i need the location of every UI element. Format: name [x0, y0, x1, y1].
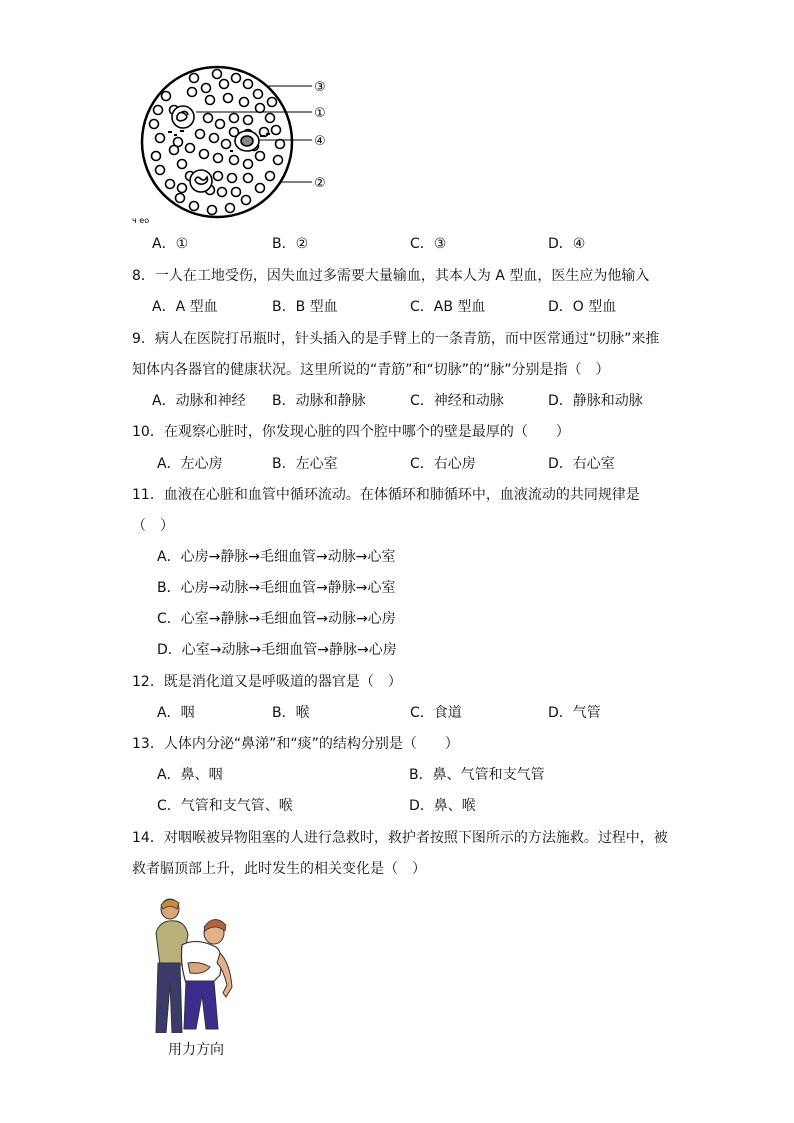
red-blood-cell — [196, 130, 205, 139]
callout-4: ④ — [314, 134, 326, 149]
red-blood-cell — [210, 134, 219, 143]
q7-option-d[interactable]: D．④ — [548, 236, 586, 252]
q11-option-c[interactable]: C．心室→静脉→毛细血管→动脉→心房 — [157, 611, 396, 627]
callout-2: ② — [314, 176, 326, 191]
q8-stem: 8．一人在工地受伤，因失血过多需要大量输血，其本人为 A 型血，医生应为他输入 — [132, 268, 650, 284]
red-blood-cell — [190, 202, 199, 211]
red-blood-cell — [156, 166, 165, 175]
red-blood-cell — [213, 70, 222, 79]
red-blood-cell — [214, 172, 223, 181]
red-blood-cell — [232, 188, 241, 197]
red-blood-cell — [204, 114, 213, 123]
red-blood-cell — [186, 144, 195, 153]
red-blood-cell — [190, 74, 199, 83]
figure-corner-mark: ч ео — [132, 216, 150, 225]
q8-option-c[interactable]: C．AB 型血 — [410, 299, 486, 315]
blood-smear-figure — [130, 60, 340, 230]
callout-1: ① — [314, 106, 326, 121]
red-blood-cell — [230, 114, 239, 123]
red-blood-cell — [228, 174, 237, 183]
red-blood-cell — [224, 94, 233, 103]
red-blood-cell — [268, 98, 277, 107]
red-blood-cell — [244, 116, 253, 125]
q12-option-c[interactable]: C．食道 — [410, 705, 462, 721]
q8-option-a[interactable]: A．A 型血 — [152, 299, 218, 315]
q12-option-d[interactable]: D．气管 — [548, 705, 601, 721]
q13-option-c[interactable]: C．气管和支气管、喉 — [157, 798, 293, 814]
q11-option-a[interactable]: A．心房→静脉→毛细血管→动脉→心室 — [157, 549, 396, 565]
q7-option-b[interactable]: B．② — [272, 236, 309, 252]
red-blood-cell — [266, 114, 275, 123]
q12-option-a[interactable]: A．咽 — [157, 705, 195, 721]
red-blood-cell — [218, 188, 227, 197]
q11-option-d[interactable]: D．心室→动脉→毛细血管→静脉→心房 — [157, 642, 397, 658]
red-blood-cell — [152, 152, 161, 161]
red-blood-cell — [176, 194, 185, 203]
red-blood-cell — [178, 184, 187, 193]
red-blood-cell — [178, 160, 187, 169]
red-blood-cell — [274, 156, 283, 165]
white-blood-cell-3 — [190, 170, 212, 192]
q11-option-b[interactable]: B．心房→动脉→毛细血管→静脉→心室 — [157, 580, 396, 596]
red-blood-cell — [244, 174, 253, 183]
q10-stem: 10．在观察心脏时，你发现心脏的四个腔中哪个的壁是最厚的（ ） — [132, 424, 570, 440]
q10-option-d[interactable]: D．右心室 — [548, 456, 615, 472]
red-blood-cell — [240, 98, 249, 107]
q13-stem: 13．人体内分泌“鼻涕”和“痰”的结构分别是（ ） — [132, 736, 459, 752]
red-blood-cell — [200, 150, 209, 159]
q14-stem-line2: 救者膈顶部上升，此时发生的相关变化是（ ） — [132, 861, 426, 877]
red-blood-cell — [154, 106, 163, 115]
q8-option-d[interactable]: D．O 型血 — [548, 299, 617, 315]
red-blood-cell — [256, 184, 265, 193]
red-blood-cell — [232, 74, 241, 83]
red-blood-cell — [216, 120, 225, 129]
q8-option-b[interactable]: B．B 型血 — [272, 299, 338, 315]
red-blood-cell — [254, 90, 263, 99]
red-blood-cell — [220, 80, 229, 89]
red-blood-cell — [244, 160, 253, 169]
red-blood-cell — [256, 104, 265, 113]
red-blood-cell — [208, 206, 217, 215]
q9-stem-line1: 9．病人在医院打吊瓶时，针头插入的是手臂上的一条青筋，而中医常通过“切脉”来推 — [132, 331, 660, 347]
q10-option-c[interactable]: C．右心房 — [410, 456, 476, 472]
q10-option-b[interactable]: B．左心室 — [272, 456, 338, 472]
q11-stem-line1: 11．血液在心脏和血管中循环流动。在体循环和肺循环中，血液流动的共同规律是 — [132, 487, 640, 503]
red-blood-cell — [202, 84, 211, 93]
red-blood-cell — [222, 140, 231, 149]
red-blood-cell — [214, 154, 223, 163]
q11-stem-line2: （ ） — [132, 518, 174, 534]
white-blood-cell-1 — [172, 106, 194, 128]
callout-3: ③ — [314, 80, 326, 95]
figure-caption: 用力方向 — [168, 1042, 224, 1058]
q7-option-c[interactable]: C．③ — [410, 236, 447, 252]
white-blood-cell-2 — [235, 131, 259, 151]
red-blood-cell — [174, 138, 183, 147]
q12-option-b[interactable]: B．喉 — [272, 705, 310, 721]
red-blood-cell — [156, 134, 165, 143]
red-blood-cell — [230, 156, 239, 165]
q9-option-b[interactable]: B．动脉和静脉 — [272, 393, 366, 409]
q14-stem-line1: 14．对咽喉被异物阻塞的人进行急救时，救护者按照下图所示的方法施救。过程中，被 — [132, 830, 668, 846]
red-blood-cell — [276, 140, 285, 149]
red-blood-cell — [188, 88, 197, 97]
q10-option-a[interactable]: A．左心房 — [157, 456, 223, 472]
red-blood-cell — [150, 120, 159, 129]
red-blood-cell — [244, 80, 253, 89]
heimlich-maneuver-figure — [148, 893, 243, 1033]
q9-option-d[interactable]: D．静脉和动脉 — [548, 393, 643, 409]
red-blood-cell — [226, 204, 235, 213]
red-blood-cell — [256, 152, 265, 161]
red-blood-cell — [272, 126, 281, 135]
q7-option-a[interactable]: A．① — [152, 236, 189, 252]
red-blood-cell — [206, 96, 215, 105]
q13-option-a[interactable]: A．鼻、咽 — [157, 767, 223, 783]
q9-option-a[interactable]: A．动脉和神经 — [152, 393, 246, 409]
q13-option-d[interactable]: D．鼻、喉 — [409, 798, 476, 814]
red-blood-cell — [266, 172, 275, 181]
q12-stem: 12．既是消化道又是呼吸道的器官是（ ） — [132, 674, 402, 690]
q13-option-b[interactable]: B．鼻、气管和支气管 — [409, 767, 545, 783]
red-blood-cell — [166, 180, 175, 189]
q9-option-c[interactable]: C．神经和动脉 — [410, 393, 504, 409]
red-blood-cell — [242, 196, 251, 205]
q9-stem-line2: 知体内各器官的健康状况。这里所说的“青筋”和“切脉”的“脉”分别是指（ ） — [132, 362, 610, 378]
red-blood-cell — [162, 92, 171, 101]
